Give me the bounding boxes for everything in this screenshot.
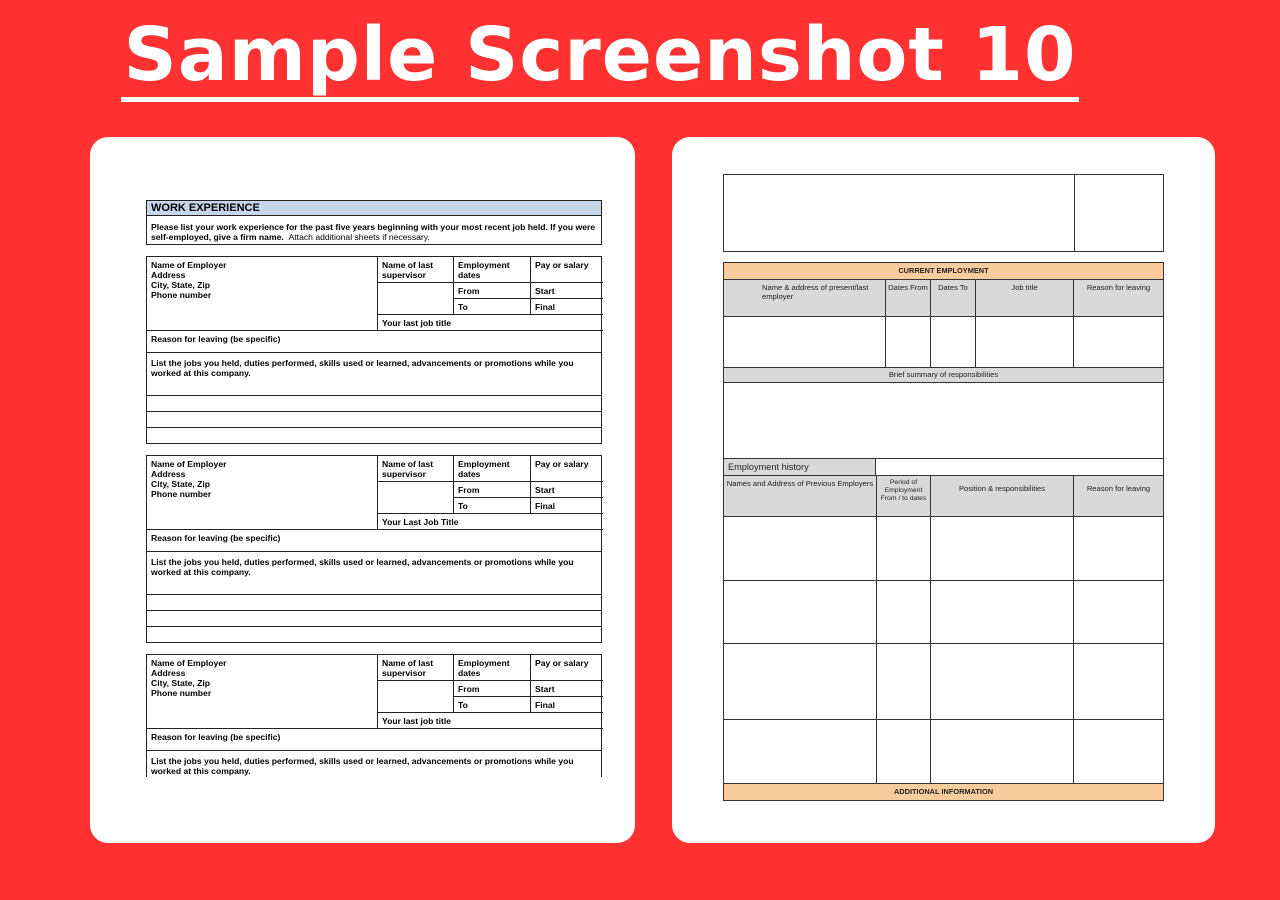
table-cell[interactable] [931,720,1074,783]
supervisor-label: Name of last supervisor [378,655,454,681]
reason-label: Reason for leaving (be specific) [147,729,601,751]
work-experience-form-card [90,137,635,843]
table-cell[interactable] [1074,581,1163,644]
answer-line[interactable] [147,428,601,443]
table-cell[interactable] [931,317,976,368]
page-title: Sample Screenshot 10 [0,12,1200,102]
to-label: To [454,299,531,315]
reason-column-header: Reason for leaving [1074,280,1163,317]
supervisor-field[interactable] [378,681,454,713]
employer-block-1 [146,256,602,444]
supervisor-field[interactable] [378,482,454,514]
dates-to-column-header: Dates To [931,280,976,317]
supervisor-label: Name of last supervisor [378,257,454,283]
dates-from-column-header: Dates From [886,280,931,317]
top-field-box [723,174,1164,252]
table-cell[interactable] [1074,317,1163,368]
pay-label: Pay or salary [531,456,603,482]
summary-label: Brief summary of responsibilities [723,368,1164,383]
reason-label: Reason for leaving (be specific) [147,530,601,552]
table-cell[interactable] [877,720,931,783]
from-label: From [454,283,531,299]
table-cell[interactable] [931,644,1074,720]
employer-info-label: Name of Employer Address City, State, Zip Phone number [147,456,378,530]
history-reason-column-header: Reason for leaving [1074,476,1163,517]
supervisor-label: Name of last supervisor [378,456,454,482]
to-label: To [454,697,531,713]
jobs-description-label: List the jobs you held, duties performed, skills used or learned, advancements or promotions while you worked at this company. [151,756,574,776]
table-cell[interactable] [976,317,1074,368]
additional-information-header: ADDITIONAL INFORMATION [723,783,1164,801]
start-label: Start [531,283,603,299]
to-label: To [454,498,531,514]
position-column-header: Position & responsibilities [931,476,1074,517]
table-cell[interactable] [724,720,877,783]
supervisor-field[interactable] [378,283,454,315]
table-cell[interactable] [877,517,931,581]
table-cell[interactable] [724,581,877,644]
table-cell[interactable] [724,644,877,720]
reason-label: Reason for leaving (be specific) [147,331,601,353]
employer-block-3 [146,654,602,777]
employment-form-card [672,137,1215,843]
final-label: Final [531,299,603,315]
employment-history-field[interactable] [876,459,1163,475]
employer-info-label: Name of Employer Address City, State, Zip Phone number [147,655,378,729]
top-field-side[interactable] [1075,175,1163,251]
employment-history-label: Employment history [724,459,876,475]
final-label: Final [531,498,603,514]
employment-history-table [723,476,1164,783]
pay-label: Pay or salary [531,655,603,681]
pay-label: Pay or salary [531,257,603,283]
jobs-description-label: List the jobs you held, duties performed, skills used or learned, advancements or promotions while you worked at this company. [147,353,601,396]
top-field-main[interactable] [724,175,1075,251]
summary-field[interactable] [723,383,1164,459]
start-label: Start [531,681,603,697]
employer-info-label: Name of Employer Address City, State, Zip Phone number [147,257,378,331]
employment-dates-label: Employment dates [454,257,531,283]
start-label: Start [531,482,603,498]
table-cell[interactable] [877,581,931,644]
table-cell[interactable] [931,581,1074,644]
table-cell[interactable] [931,517,1074,581]
work-experience-intro: Please list your work experience for the past five years beginning with your most recent job held. If you were self-employed, give a firm name. Attach additional sheets if necessary. [146,215,602,245]
employment-dates-label: Employment dates [454,655,531,681]
employment-form [723,174,1164,801]
current-employment-table [723,280,1164,368]
table-cell[interactable] [886,317,931,368]
job-title-label: Your last job title [378,315,603,331]
table-cell[interactable] [724,317,886,368]
table-cell[interactable] [1074,644,1163,720]
employment-dates-label: Employment dates [454,456,531,482]
period-column-header: Period of Employment From / to dates [877,476,931,517]
job-title-label: Your last job title [378,713,603,729]
answer-line[interactable] [147,595,601,611]
employer-block-2 [146,455,602,643]
job-title-column-header: Job title [976,280,1074,317]
table-cell[interactable] [1074,720,1163,783]
table-cell[interactable] [724,517,877,581]
final-label: Final [531,697,603,713]
current-employment-header: CURRENT EMPLOYMENT [723,262,1164,280]
answer-line[interactable] [147,396,601,412]
from-label: From [454,482,531,498]
table-cell[interactable] [877,644,931,720]
work-experience-form [146,200,602,777]
from-label: From [454,681,531,697]
employer-column-header: Name & address of present/last employer [724,280,886,317]
previous-employers-column-header: Names and Address of Previous Employers [724,476,877,517]
answer-line[interactable] [147,611,601,627]
answer-line[interactable] [147,627,601,642]
jobs-description-label: List the jobs you held, duties performed, skills used or learned, advancements or promotions while you worked at this company. [147,552,601,595]
work-experience-header: WORK EXPERIENCE [146,200,602,215]
answer-line[interactable] [147,412,601,428]
job-title-label: Your Last Job Title [378,514,603,530]
table-cell[interactable] [1074,517,1163,581]
